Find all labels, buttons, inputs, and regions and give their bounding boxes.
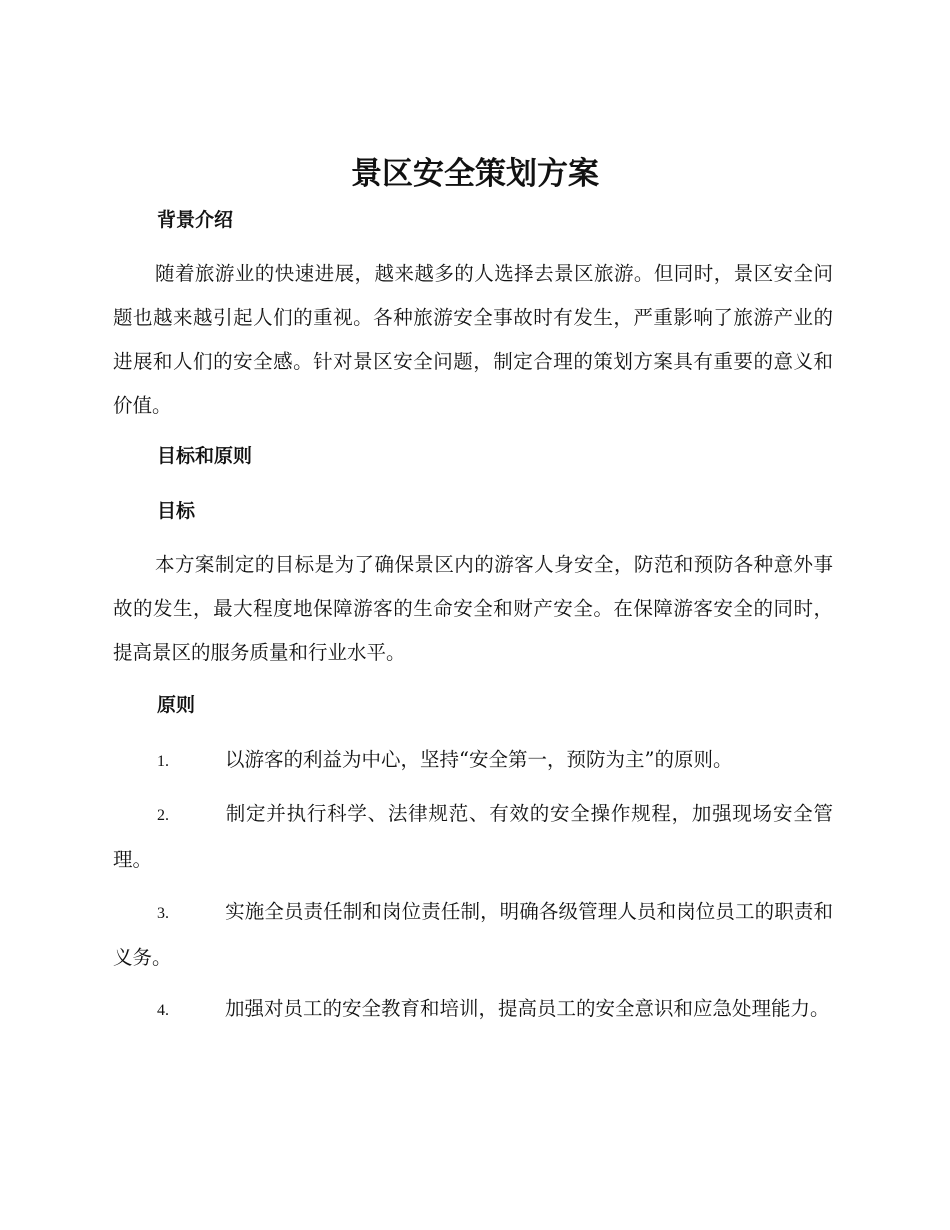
- paragraph-background: 随着旅游业的快速进展，越来越多的人选择去景区旅游。但同时，景区安全问题也越来越引起人们的重视。各种旅游安全事故时有发生，严重影响了旅游产业的进展和人们的安全感。针对景区安全问题，制定合理的策划方案具有重要的意义和价值。: [113, 262, 833, 417]
- document-title: 景区安全策划方案: [351, 156, 599, 192]
- list-number: 3.: [157, 905, 169, 922]
- list-number: 1.: [157, 753, 169, 770]
- heading-goals-principles: 目标和原则: [157, 445, 253, 467]
- list-item-principle-4: [113, 987, 833, 1033]
- heading-principle: 原则: [157, 694, 196, 716]
- paragraph-goal: 本方案制定的目标是为了确保景区内的游客人身安全，防范和预防各种意外事故的发生，最大程度地保障游客的生命安全和财产安全。在保障游客安全的同时，提高景区的服务质量和行业水平。: [113, 553, 833, 664]
- list-text: 以游客的利益为中心，坚持“安全第一，预防为主”的原则。: [225, 748, 733, 771]
- list-text: 加强对员工的安全教育和培训，提高员工的安全意识和应急处理能力。: [225, 997, 830, 1020]
- heading-background: 背景介绍: [157, 209, 234, 231]
- heading-goal: 目标: [157, 500, 196, 522]
- list-item-principle-3: [113, 890, 833, 980]
- list-number: 4.: [157, 1002, 169, 1019]
- list-item-principle-2: [113, 792, 833, 882]
- list-number: 2.: [157, 807, 169, 824]
- list-text: 制定并执行科学、法律规范、有效的安全操作规程，加强现场安全管理。: [113, 802, 833, 871]
- list-text: 实施全员责任制和岗位责任制，明确各级管理人员和岗位员工的职责和义务。: [113, 900, 833, 969]
- list-item-principle-1: [113, 738, 833, 784]
